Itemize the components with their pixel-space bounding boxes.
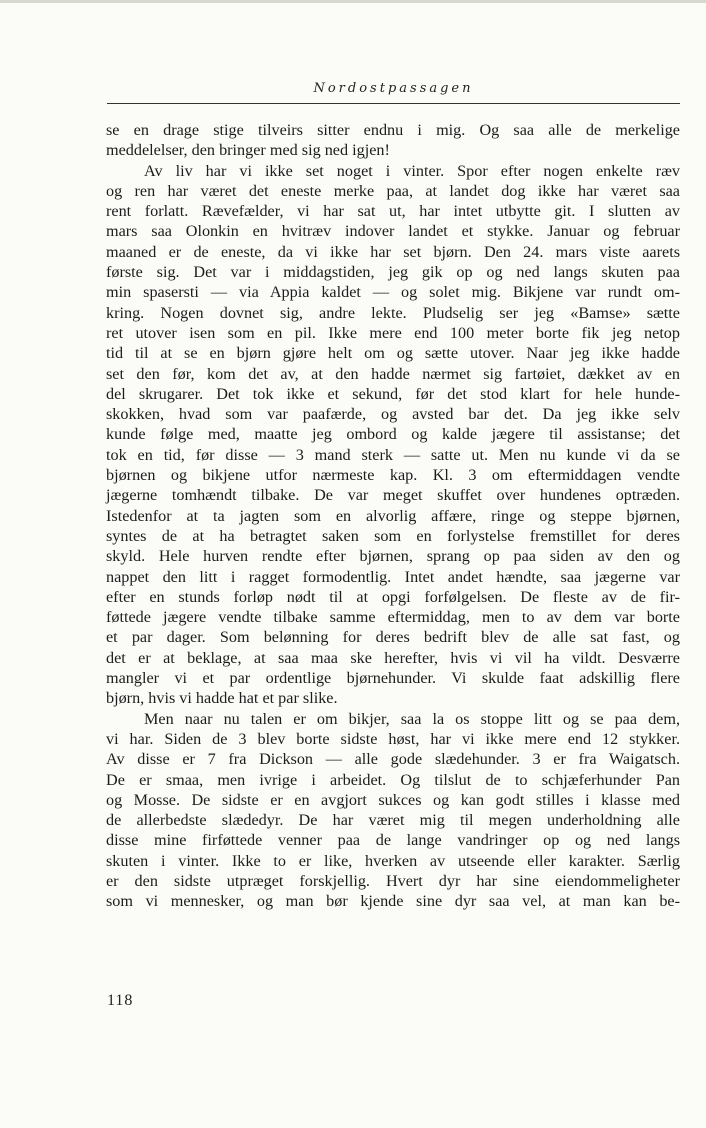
text-line: syntes de at ha betragtet saken som en forlystelse fremstillet for deres xyxy=(106,526,680,545)
text-line: De er smaa, men ivrige i arbeidet. Og tilslut de to schjæferhunder Pan xyxy=(106,770,680,789)
body-text xyxy=(106,120,680,912)
page-top-edge xyxy=(0,0,706,3)
text-line: er den sidste utpræget forskjellig. Hvert dyr har sine eiendommeligheter xyxy=(106,871,680,890)
text-line: vi har. Siden de 3 blev borte sidste høst, har vi ikke mere end 12 stykker. xyxy=(106,729,680,748)
text-line: føttede jægere vendte tilbake samme eftermiddag, men to av dem var borte xyxy=(106,608,680,627)
text-line: se en drage stige tilveirs sitter endnu i mig. Og saa alle de merkelige xyxy=(106,121,680,139)
text-line: bjørnen og bikjene utfor nærmeste kap. Kl. 3 om eftermiddagen vendte xyxy=(106,466,680,485)
header-rule xyxy=(107,103,680,104)
text-line: del skrugarer. Det tok ikke et sekund, før det stod klart for hele hunde- xyxy=(106,384,680,403)
page-number: 118 xyxy=(107,992,134,1009)
text-line: Men naar nu talen er om bikjer, saa la os stoppe litt og se paa dem, xyxy=(144,709,680,728)
text-line: et par dager. Som belønning for deres bedrift blev de alle sat fast, og xyxy=(106,628,680,647)
running-head: Nordostpassagen xyxy=(313,81,474,96)
text-line: jægerne tomhændt tilbake. De var meget skuffet over hundenes optræden. xyxy=(106,486,680,505)
text-line: nappet den litt i ragget formodentlig. Intet andet hændte, saa jægerne var xyxy=(106,567,680,586)
text-line: efter en stunds forløp nødt til at opgi forfølgelsen. De fleste av de fir- xyxy=(106,587,680,606)
text-line: rent forlatt. Rævefælder, vi har sat ut, har intet utbytte git. I slutten av xyxy=(106,202,680,221)
text-line: mars saa Olonkin en hvitræv indover landet et stykke. Januar og februar xyxy=(106,222,680,241)
text-line: kunde følge med, maatte jeg ombord og kalde jægere til assistanse; det xyxy=(106,425,680,444)
text-line: skuten i vinter. Ikke to er like, hverken av utseende eller karakter. Særlig xyxy=(106,851,680,870)
text-line: skyld. Hele hurven rendte efter bjørnen, sprang op paa siden av den og xyxy=(106,547,680,566)
text-line: Av liv har vi ikke set noget i vinter. Spor efter nogen enkelte ræv xyxy=(144,161,680,180)
text-line: de allerbedste slædedyr. De har været mig til megen underholdning alle xyxy=(106,811,680,830)
text-line: tid til at se en bjørn gjøre helt om og sætte utover. Naar jeg ikke hadde xyxy=(106,344,680,363)
text-line: set den før, kom det av, at den hadde nærmet sig fartøiet, dækket av en xyxy=(106,364,680,383)
text-line: Istedenfor at ta jagten som en alvorlig affære, ringe og steppe bjørnen, xyxy=(106,506,680,525)
text-line: kring. Nogen dovnet sig, andre lekte. Pludselig ser jeg «Bamse» sætte xyxy=(106,303,680,322)
text-line: og Mosse. De sidste er en avgjort sukces og kan godt stilles i klasse med xyxy=(106,790,680,809)
text-line: min spasersti — via Appia kaldet — og solet mig. Bikjene var rundt om- xyxy=(106,283,680,302)
text-line: maaned er de eneste, da vi ikke har set bjørn. Den 24. mars viste aarets xyxy=(106,242,680,261)
text-line: skokken, hvad som var paafærde, og avsted bar det. Da jeg ikke selv xyxy=(106,405,680,424)
text-line: meddelelser, den bringer med sig ned igjen! xyxy=(106,141,390,160)
text-line: mangler vi et par ordentlige bjørnehunder. Vi skulde faat adskillig flere xyxy=(106,669,680,688)
text-line: og ren har været det eneste merke paa, at landet dog ikke har været saa xyxy=(106,181,680,200)
text-line: disse mine firføttede venner paa de lange vandringer op og ned langs xyxy=(106,831,680,850)
text-line: Av disse er 7 fra Dickson — alle gode slædehunder. 3 er fra Waigatsch. xyxy=(106,750,680,769)
text-line: tok en tid, før disse — 3 mand sterk — satte ut. Men nu kunde vi da se xyxy=(106,445,680,464)
text-line: det er at beklage, at saa maa ske herefter, hvis vi vil ha vildt. Desværre xyxy=(106,648,680,667)
text-line: ret utover isen som en pil. Ikke mere end 100 meter borte fik jeg netop xyxy=(106,323,680,342)
text-line: bjørn, hvis vi hadde hat et par slike. xyxy=(106,689,338,708)
text-line: som vi mennesker, og man bør kjende sine dyr saa vel, at man kan be- xyxy=(106,892,680,911)
text-line: første sig. Det var i middagstiden, jeg gik op og ned langs skuten paa xyxy=(106,263,680,282)
